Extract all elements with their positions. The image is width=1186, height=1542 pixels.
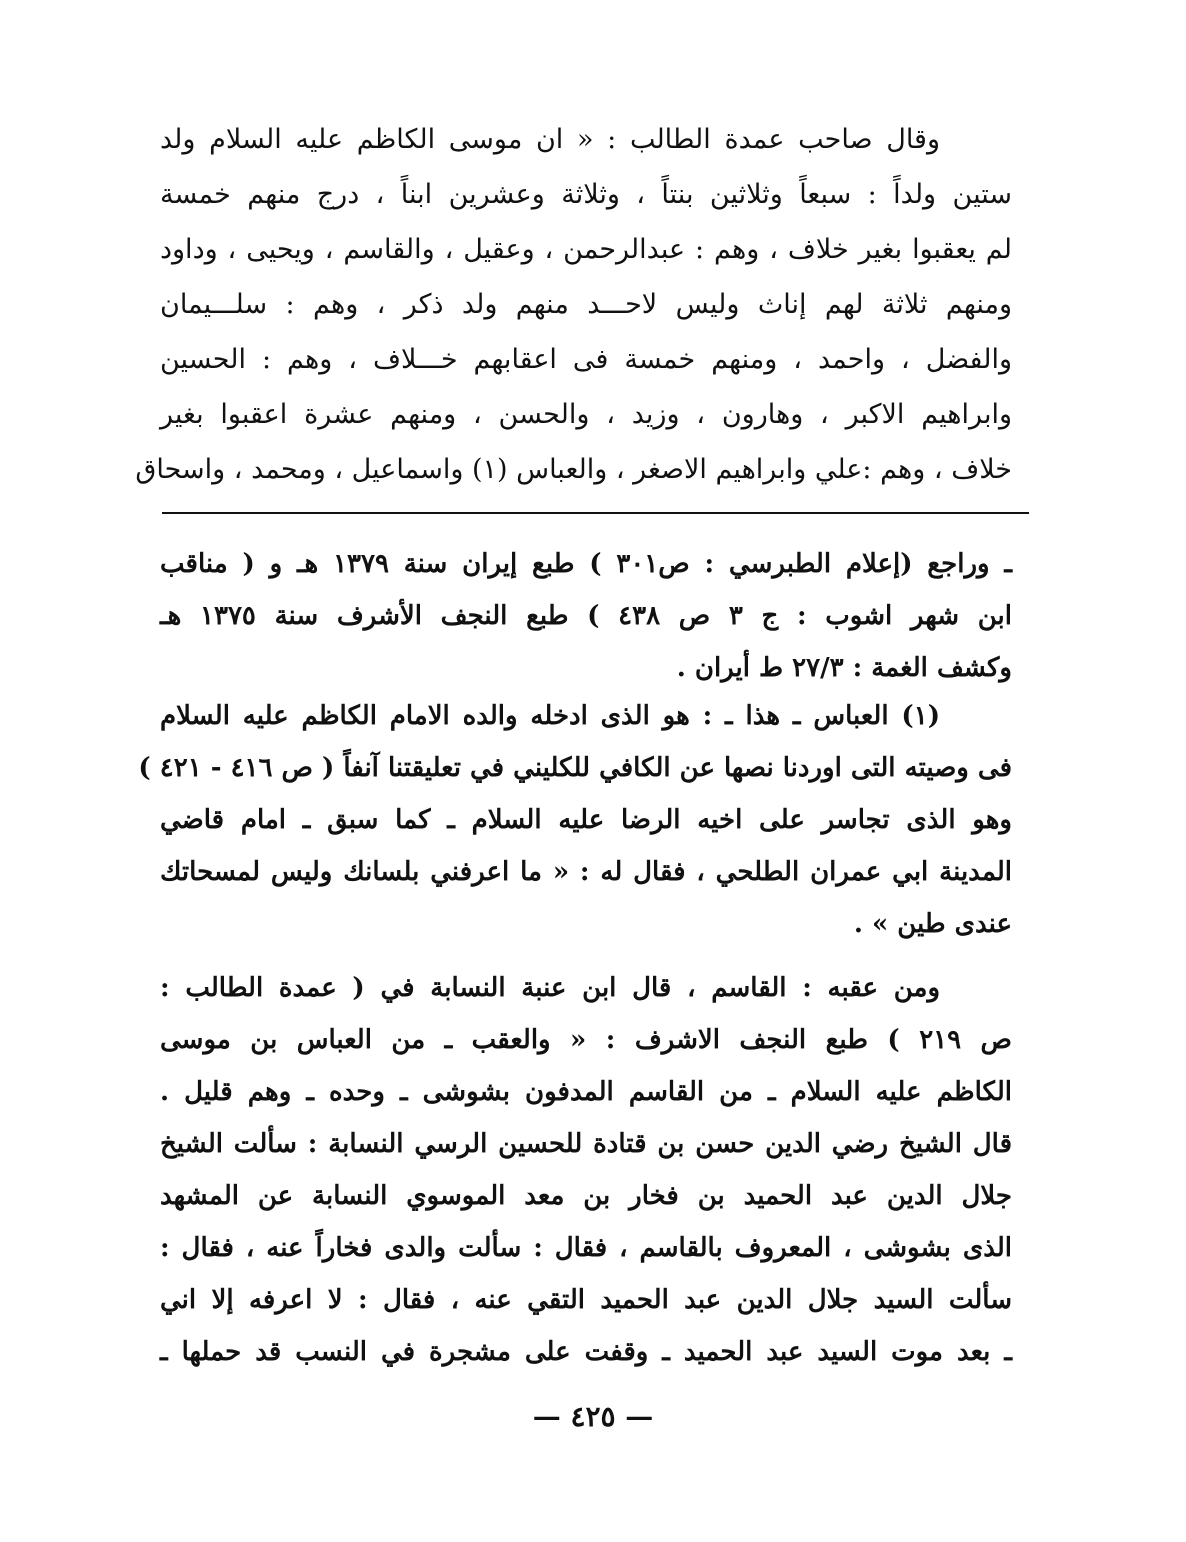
body-paragraph [160, 962, 1012, 1378]
main-line: ومنهم ثلاثة لهم إناث وليس لاحـــد منهم ولد ذكر ، وهم : سلـــيمان [160, 289, 1012, 320]
footnote-line: وكشف الغمة : ٢٧/٣ ط أيران . [676, 653, 1012, 683]
main-line: والفضل ، واحمد ، ومنهم خمسة فى اعقابهم خـــلاف ، وهم : الحسين [160, 344, 1012, 375]
body-line: الكاظم عليه السلام ـ من القاسم المدفون بشوشى ـ وحده ـ وهم قليل . [160, 1077, 1012, 1107]
main-line: وابراهيم الاكبر ، وهارون ، وزيد ، والحسن ، ومنهم عشرة اعقبوا بغير [160, 399, 1012, 430]
body-line: الذى بشوشى ، المعروف بالقاسم ، فقال : سألت والدى فخاراً عنه ، فقال : [160, 1233, 1012, 1263]
main-line: ستين ولداً : سبعاً وثلاثين بنتاً ، وثلاثة وعشرين ابناً ، درج منهم خمسة [160, 179, 1012, 210]
body-line: ـ بعد موت السيد عبد الحميد ـ وقفت على مشجرة في النسب قد حملها ـ [160, 1337, 1012, 1367]
footnote-line: وهو الذى تجاسر على اخيه الرضا عليه السلام ـ كما سبق ـ امام قاضي [160, 805, 1012, 835]
main-line: وقال صاحب عمدة الطالب : « ان موسى الكاظم عليه السلام ولد [160, 124, 940, 155]
footnote-continuation [160, 538, 1012, 694]
footnote-1 [138, 690, 1012, 950]
footnote-line: ـ وراجع (إعلام الطبرسي : ص٣٠١ ) طبع إيران سنة ١٣٧٩ هـ و ( مناقب [160, 549, 1012, 579]
body-line: سألت السيد جلال الدين عبد الحميد التقي عنه ، فقال : لا اعرفه إلا اني [160, 1285, 1012, 1315]
main-line: خلاف ، وهم :علي وابراهيم الاصغر ، والعباس (١) واسماعيل ، ومحمد ، واسحاق [135, 454, 1012, 485]
page-number: — ٤٢٥ — [532, 1400, 654, 1433]
main-line: لم يعقبوا بغير خلاف ، وهم : عبدالرحمن ، وعقيل ، والقاسم ، ويحيى ، وداود [160, 234, 1012, 265]
body-line: ومن عقبه : القاسم ، قال ابن عنبة النسابة في ( عمدة الطالب : [160, 973, 940, 1003]
footnote-line: عندى طين » . [853, 909, 1012, 939]
footnote-line: فى وصيته التى اوردنا نصها عن الكافي للكليني في تعليقتنا آنفاً ( ص ٤١٦ - ٤٢١ ) [138, 753, 1012, 783]
body-line: جلال الدين عبد الحميد بن فخار بن معد الموسوي النسابة عن المشهد [160, 1181, 1012, 1211]
body-line: قال الشيخ رضي الدين حسن بن قتادة للحسين الرسي النسابة : سألت الشيخ [160, 1129, 1012, 1159]
footnote-line: المدينة ابي عمران الطلحي ، فقال له : « ما اعرفني بلسانك وليس لمسحاتك [160, 857, 1012, 887]
footnote-separator [162, 512, 1029, 514]
footnote-line: (١) العباس ـ هذا ـ : هو الذى ادخله والده الامام الكاظم عليه السلام [160, 701, 940, 731]
body-line: ص ٢١٩ ) طبع النجف الاشرف : « والعقب ـ من العباس بن موسى [160, 1025, 1012, 1055]
footnote-line: ابن شهر اشوب : ج ٣ ص ٤٣٨ ) طبع النجف الأشرف سنة ١٣٧٥ هـ [160, 601, 1012, 631]
main-paragraph [135, 112, 1012, 497]
